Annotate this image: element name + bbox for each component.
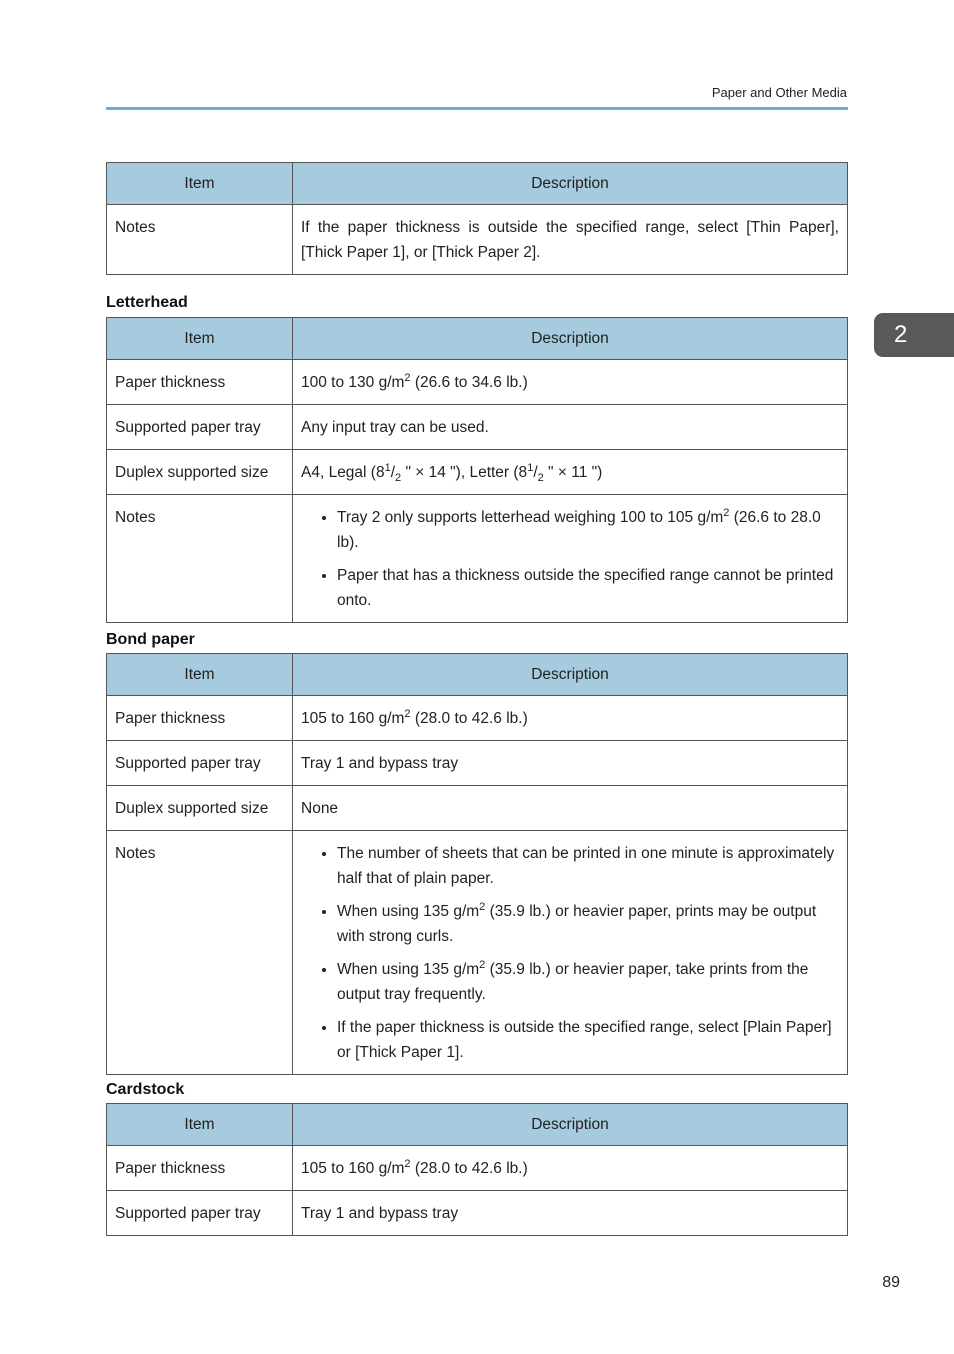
col-header-description: Description xyxy=(293,1104,848,1146)
table-header-row xyxy=(107,1104,848,1146)
table-continued xyxy=(106,162,848,275)
table-row xyxy=(107,1191,848,1236)
row-value: 105 to 160 $g/m^2$ (28.0 to 42.6 lb.) xyxy=(293,1146,848,1191)
list-item: • When using 135 $g/m^2$ (35.9 lb.) or heavier paper, prints may be output with strong curls. xyxy=(337,899,839,949)
col-header-description: Description xyxy=(293,318,848,360)
col-header-description: Description xyxy=(293,654,848,696)
row-value-notes xyxy=(293,831,848,1075)
row-label-notes: Notes xyxy=(107,205,293,275)
col-header-item: Item xyxy=(107,1104,293,1146)
row-label: Supported paper tray xyxy=(107,741,293,786)
list-item: • If the paper thickness is outside the specified range, select [Plain Paper] or [Thick Paper 1]. xyxy=(337,1015,839,1065)
col-header-item: Item xyxy=(107,654,293,696)
row-label: Paper thickness xyxy=(107,360,293,405)
row-value: 100 to 130 $g/m^2$ (26.6 to 34.6 lb.) xyxy=(293,360,848,405)
notes-list xyxy=(301,505,839,613)
row-label: Paper thickness xyxy=(107,696,293,741)
chapter-tab: 2 xyxy=(874,313,954,357)
col-header-item: Item xyxy=(107,163,293,205)
section-heading-letterhead: Letterhead xyxy=(106,294,188,311)
table-letterhead xyxy=(106,317,848,623)
table-row xyxy=(107,495,848,623)
row-value-notes xyxy=(293,495,848,623)
table-row xyxy=(107,786,848,831)
row-value: None xyxy=(293,786,848,831)
table-bond-paper xyxy=(106,653,848,1075)
table-row xyxy=(107,831,848,1075)
row-label: Duplex supported size xyxy=(107,450,293,495)
row-value: Tray 1 and bypass tray xyxy=(293,741,848,786)
table-row xyxy=(107,405,848,450)
row-label: Supported paper tray xyxy=(107,405,293,450)
col-header-item: Item xyxy=(107,318,293,360)
table-header-row xyxy=(107,318,848,360)
section-heading-bond-paper: Bond paper xyxy=(106,631,195,648)
table-header-row xyxy=(107,163,848,205)
row-value: Any input tray can be used. xyxy=(293,405,848,450)
row-value-notes: If the paper thickness is outside the specified range, select [Thin Paper], [Thick Paper 1], or [Thick Paper 2]. xyxy=(293,205,848,275)
table-header-row xyxy=(107,654,848,696)
table-row xyxy=(107,741,848,786)
list-item: • The number of sheets that can be printed in one minute is approximately half that of plain paper. xyxy=(337,841,839,891)
row-label-notes: Notes xyxy=(107,831,293,1075)
list-item: • Tray 2 only supports letterhead weighing 100 to 105 $g/m^2$ (26.6 to 28.0 lb). xyxy=(337,505,839,555)
notes-list xyxy=(301,841,839,1065)
row-label: Supported paper tray xyxy=(107,1191,293,1236)
list-item: • When using 135 $g/m^2$ (35.9 lb.) or heavier paper, take prints from the output tray frequently. xyxy=(337,957,839,1007)
row-label: Paper thickness xyxy=(107,1146,293,1191)
row-label: Duplex supported size xyxy=(107,786,293,831)
section-heading-cardstock: Cardstock xyxy=(106,1081,185,1098)
table-row xyxy=(107,450,848,495)
table-row xyxy=(107,696,848,741)
table-row xyxy=(107,360,848,405)
table-row xyxy=(107,205,848,275)
col-header-description: Description xyxy=(293,163,848,205)
row-value: A4, Legal ($8^1/_2$ " × 14 "), Letter ($8^1/_2$ " × 11 ") xyxy=(293,450,848,495)
running-header-title: Paper and Other Media xyxy=(711,85,847,100)
page-number: 89 xyxy=(882,1274,900,1291)
table-row xyxy=(107,1146,848,1191)
list-item: • Paper that has a thickness outside the specified range cannot be printed onto. xyxy=(337,563,839,613)
row-value: Tray 1 and bypass tray xyxy=(293,1191,848,1236)
row-label-notes: Notes xyxy=(107,495,293,623)
row-value: 105 to 160 $g/m^2$ (28.0 to 42.6 lb.) xyxy=(293,696,848,741)
header-rule xyxy=(106,107,848,110)
table-cardstock xyxy=(106,1103,848,1236)
